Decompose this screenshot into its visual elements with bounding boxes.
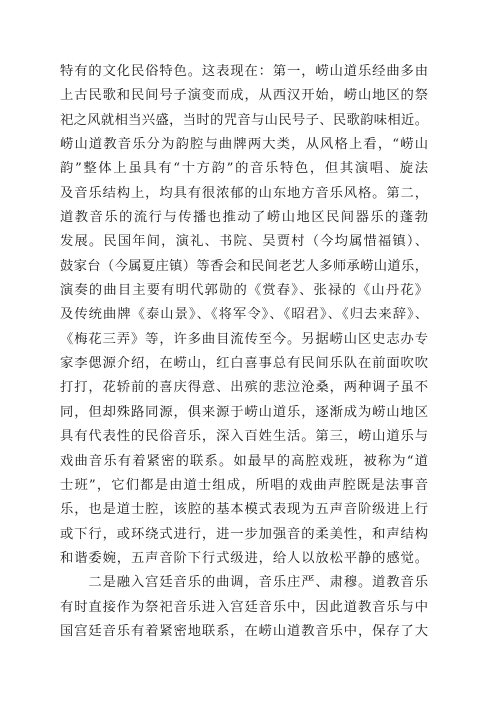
text-line: 上古民歌和民间号子演变而成，从西汉开始，崂山地区的祭 — [60, 88, 428, 104]
text-line: 祀之风就相当兴盛，当时的咒音与山民号子、民歌韵味相近。 — [60, 112, 428, 128]
text-line: 韵”整体上虽具有“十方韵”的音乐特色，但其演唱、旋法 — [60, 161, 428, 177]
text-line: 戏曲音乐有着紧密的联系。如最早的高腔戏班，被称为“道 — [60, 453, 428, 469]
text-line: 二是融入宫廷音乐的曲调，音乐庄严、肃穆。道教音乐 — [60, 575, 428, 591]
text-line: 《梅花三弄》等，许多曲目流传至今。另据崂山区史志办专 — [60, 331, 428, 347]
text-line: 打打，花轿前的喜庆得意、出殡的悲泣沧桑，两种调子虽不 — [60, 380, 428, 396]
text-line: 士班”，它们都是由道士组成，所唱的戏曲声腔既是法事音 — [60, 477, 428, 493]
text-line: 或下行，或环绕式进行，进一步加强音的柔美性，和声结构 — [60, 526, 428, 542]
text-line: 具有代表性的民俗音乐，深入百姓生活。第三，崂山道乐与 — [60, 429, 428, 445]
text-line: 国宫廷音乐有着紧密地联系，在崂山道教音乐中，保存了大 — [60, 623, 428, 639]
text-line: 乐，也是道士腔，该腔的基本模式表现为五声音阶级进上行 — [60, 502, 428, 518]
text-line: 崂山道教音乐分为韵腔与曲牌两大类，从风格上看，“崂山 — [60, 137, 428, 153]
text-line: 特有的文化民俗特色。这表现在：第一，崂山道乐经曲多由 — [60, 64, 428, 79]
text-line: 有时直接作为祭祀音乐进入宫廷音乐中，因此道教音乐与中 — [60, 599, 428, 615]
text-line: 及音乐结构上，均具有很浓郁的山东地方音乐风格。第二， — [60, 185, 428, 201]
text-line: 同，但却殊路同源，俱来源于崂山道乐，逐渐成为崂山地区 — [60, 404, 428, 420]
text-line: 鼓家台（今属夏庄镇）等香会和民间老艺人多师承崂山道乐， — [60, 258, 428, 274]
text-line: 发展。民国年间，演礼、书院、吴贾村（今均属惜福镇）、 — [60, 234, 428, 250]
text-line: 和谐委婉，五声音阶下行式级进，给人以放松平静的感觉。 — [60, 550, 428, 566]
text-line: 道教音乐的流行与传播也推动了崂山地区民间器乐的蓬勃 — [60, 210, 428, 226]
text-line: 及传统曲牌《泰山景》、《将军令》、《昭君》、《归去来辞》、 — [60, 307, 428, 323]
text-line: 家李偲源介绍，在崂山，红白喜事总有民间乐队在前面吹吹 — [60, 356, 428, 372]
text-line: 演奏的曲目主要有明代郭勋的《赏春》、张禄的《山丹花》 — [60, 283, 428, 299]
body-text — [60, 60, 428, 644]
